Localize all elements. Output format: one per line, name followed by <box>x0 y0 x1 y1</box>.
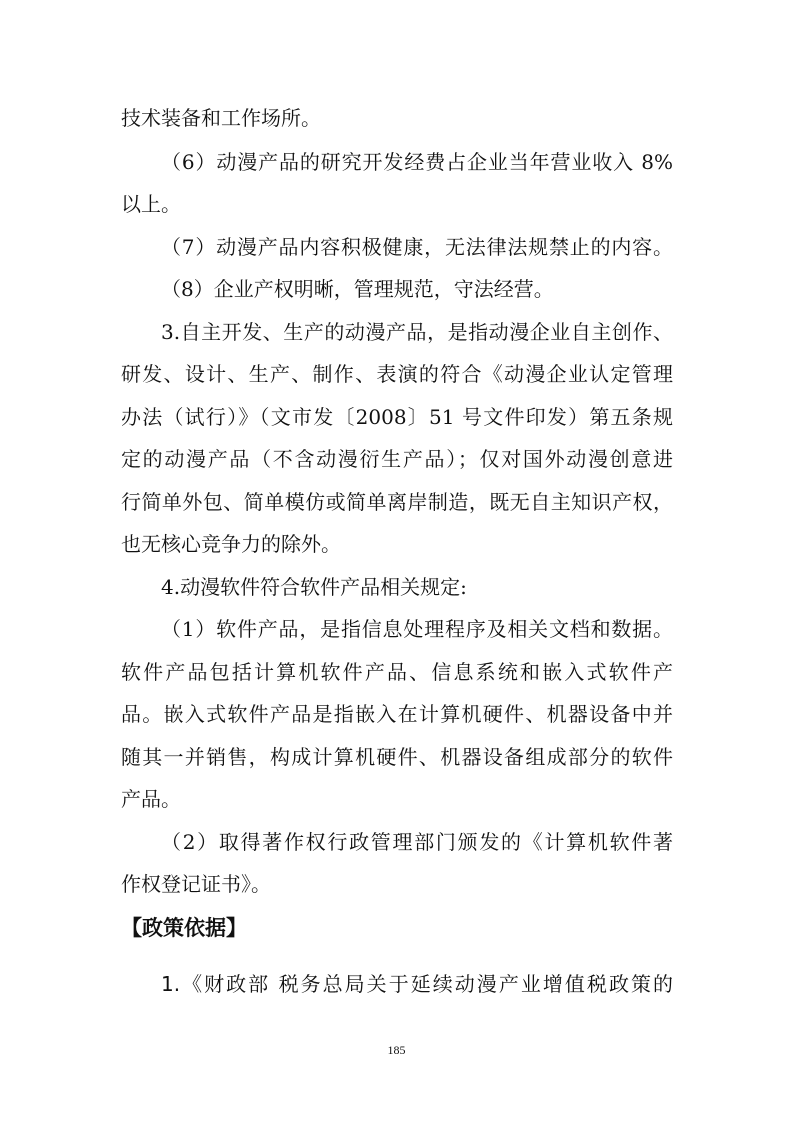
text-line: （2）取得著作权行政管理部门颁发的《计算机软件著 <box>161 830 673 854</box>
text-line: 研发、设计、生产、制作、表演的符合《动漫企业认定管理 <box>121 362 673 386</box>
text-line: 也无核心竞争力的除外。 <box>121 532 341 556</box>
page-number: 185 <box>387 1043 406 1057</box>
text-line: 行简单外包、简单模仿或简单离岸制造，既无自主知识产权， <box>121 490 673 514</box>
text-line: （8）企业产权明晰，管理规范，守法经营。 <box>161 277 554 301</box>
text-line: 办法（试行）》（文市发〔2008〕51 号文件印发）第五条规 <box>121 405 673 429</box>
text-line: 以上。 <box>121 192 181 216</box>
text-line: 4.动漫软件符合软件产品相关规定: <box>161 575 467 599</box>
text-line: （7）动漫产品内容积极健康，无法律法规禁止的内容。 <box>161 235 673 259</box>
text-line: 作权登记证书》。 <box>121 872 271 896</box>
text-line: 技术装备和工作场所。 <box>121 106 321 130</box>
policy-item-line: 1.《财政部 税务总局关于延续动漫产业增值税政策的 <box>161 972 673 996</box>
text-line: 随其一并销售，构成计算机硬件、机器设备组成部分的软件 <box>121 745 673 769</box>
section-heading: 【政策依据】 <box>121 916 247 940</box>
text-line: 定的动漫产品（不含动漫衍生产品）；仅对国外动漫创意进 <box>121 447 673 471</box>
text-line: （1）软件产品，是指信息处理程序及相关文档和数据。 <box>161 617 673 641</box>
text-line: （6）动漫产品的研究开发经费占企业当年营业收入 8% <box>161 150 673 174</box>
text-line: 产品。 <box>121 787 181 811</box>
text-line: 软件产品包括计算机软件产品、信息系统和嵌入式软件产 <box>121 660 673 684</box>
text-line: 品。嵌入式软件产品是指嵌入在计算机硬件、机器设备中并 <box>121 702 673 726</box>
text-line: 3.自主开发、生产的动漫产品，是指动漫企业自主创作、 <box>161 320 673 344</box>
